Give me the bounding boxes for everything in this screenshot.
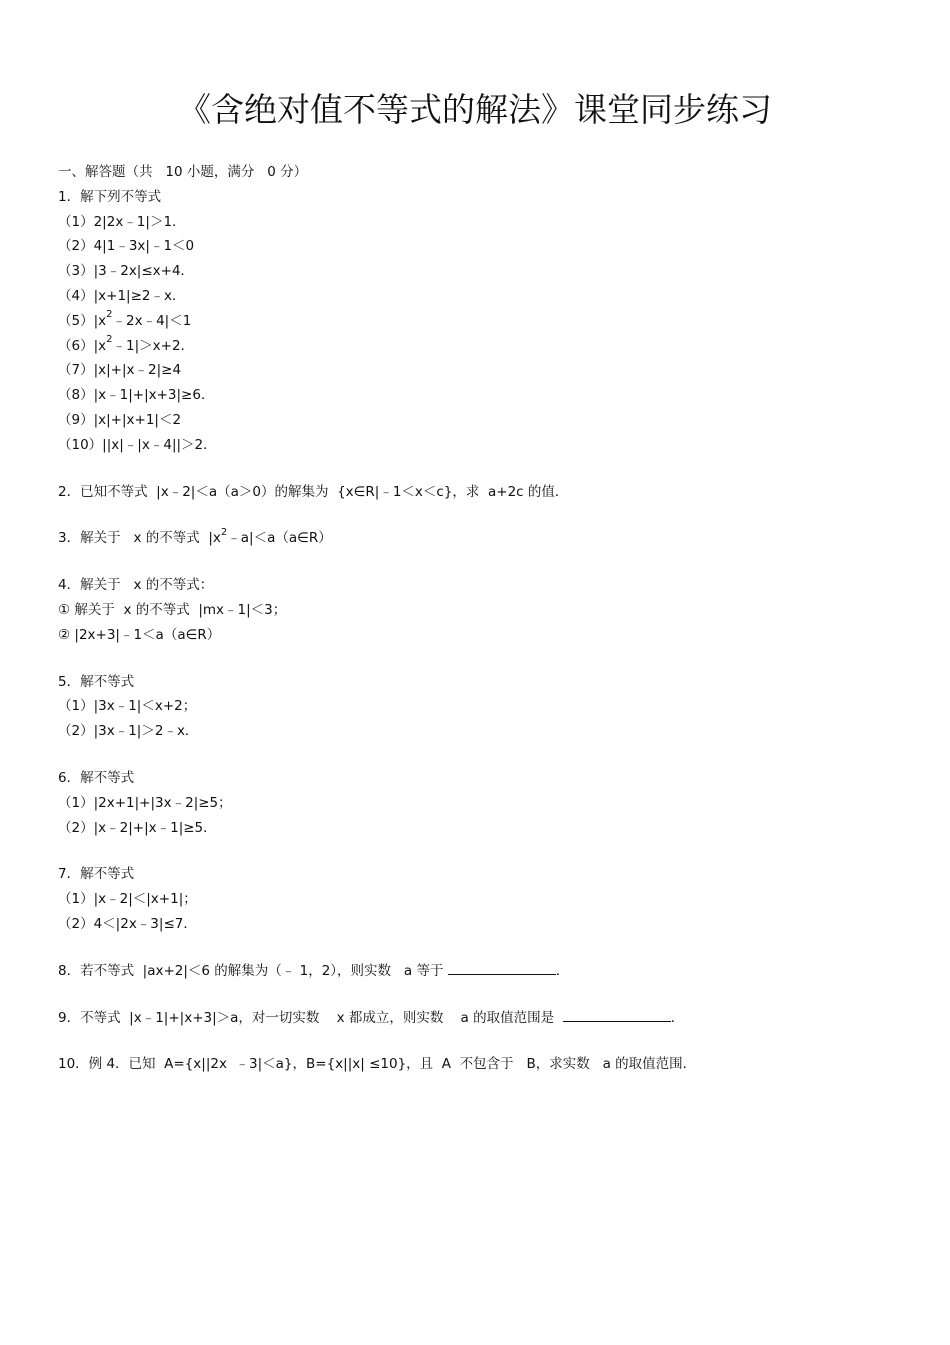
question-item: [58, 309, 898, 334]
question-1: [58, 185, 898, 458]
question-text: 3．解关于 x 的不等式 |x: [58, 530, 221, 547]
question-text: 8．若不等式 |ax+2|＜6 的解集为（﹣ 1，2），则实数 a 等于: [58, 962, 448, 979]
question-item: （8）|x﹣1|+|x+3|≥6．: [58, 387, 215, 404]
question-9: [58, 1006, 898, 1031]
question-item: （9）|x|+|x+1|＜2: [58, 411, 182, 428]
item-text: （5）|x: [58, 312, 107, 329]
question-stem: 6．解不等式: [58, 769, 135, 786]
item-text: ﹣1|＞x+2．: [112, 337, 195, 354]
answer-blank[interactable]: [448, 962, 556, 975]
question-item: （2）|3x﹣1|＞2﹣x．: [58, 723, 199, 740]
question-item: ② |2x+3|﹣1＜a（a∈R）: [58, 626, 221, 643]
question-10: 10．例 4．已知 A={x||2x ﹣3|＜a}，B={x||x| ≤10}，且 A 不包含于 B，求实数 a 的取值范围．: [58, 1056, 697, 1073]
page-title: 《含绝对值不等式的解法》课堂同步练习: [178, 90, 772, 129]
question-8: [58, 959, 898, 984]
question-7: [58, 862, 898, 936]
question-stem: 7．解不等式: [58, 866, 135, 883]
question-stem: 1．解下列不等式: [58, 188, 162, 205]
question-item: （4）|x+1|≥2﹣x．: [58, 287, 186, 304]
question-text: 9．不等式 |x﹣1|+|x+3|＞a，对一切实数 x 都成立，则实数 a 的取值范围是: [58, 1009, 563, 1026]
question-item: （7）|x|+|x﹣2|≥4: [58, 362, 182, 379]
question-item: （1）|3x﹣1|＜x+2；: [58, 698, 197, 715]
question-item: （2）|x﹣2|+|x﹣1|≥5．: [58, 819, 217, 836]
question-item: （2）4|1﹣3x|﹣1＜0: [58, 238, 195, 255]
exponent: 2: [106, 334, 113, 346]
question-item: （10）||x|﹣|x﹣4||＞2．: [58, 436, 217, 453]
question-2: 2．已知不等式 |x﹣2|＜a（a＞0）的解集为 {x∈R|﹣1＜x＜c}，求 a+2c 的值．: [58, 483, 569, 500]
question-stem: 4．解关于 x 的不等式：: [58, 577, 214, 594]
question-6: [58, 766, 898, 840]
question-3: [58, 526, 898, 551]
question-item: （1）|x﹣2|＜|x+1|；: [58, 891, 197, 908]
question-item: （1）|2x+1|+|3x﹣2|≥5；: [58, 794, 232, 811]
item-text: ﹣2x﹣4|＜1: [112, 312, 192, 329]
question-item: （1）2|2x﹣1|＞1．: [58, 213, 186, 230]
exponent: 2: [106, 309, 113, 321]
question-item: [58, 334, 898, 359]
question-item: （2）4＜|2x﹣3|≤7．: [58, 915, 197, 932]
section-header: 一、解答题（共 10 小题，满分 0 分）: [58, 164, 308, 180]
question-text: ．: [670, 1009, 685, 1026]
exercise-content: [58, 160, 898, 1077]
question-text: ．: [555, 962, 570, 979]
question-item: （3）|3﹣2x|≤x+4．: [58, 263, 195, 280]
exponent: 2: [220, 526, 228, 538]
question-4: [58, 573, 898, 647]
question-stem: 5．解不等式: [58, 673, 135, 690]
question-text: ﹣a|＜a（a∈R）: [227, 530, 332, 547]
question-5: [58, 670, 898, 744]
question-item: ① 解关于 x 的不等式 |mx﹣1|＜3；: [58, 601, 287, 618]
item-text: （6）|x: [58, 337, 107, 354]
answer-blank[interactable]: [563, 1009, 671, 1022]
